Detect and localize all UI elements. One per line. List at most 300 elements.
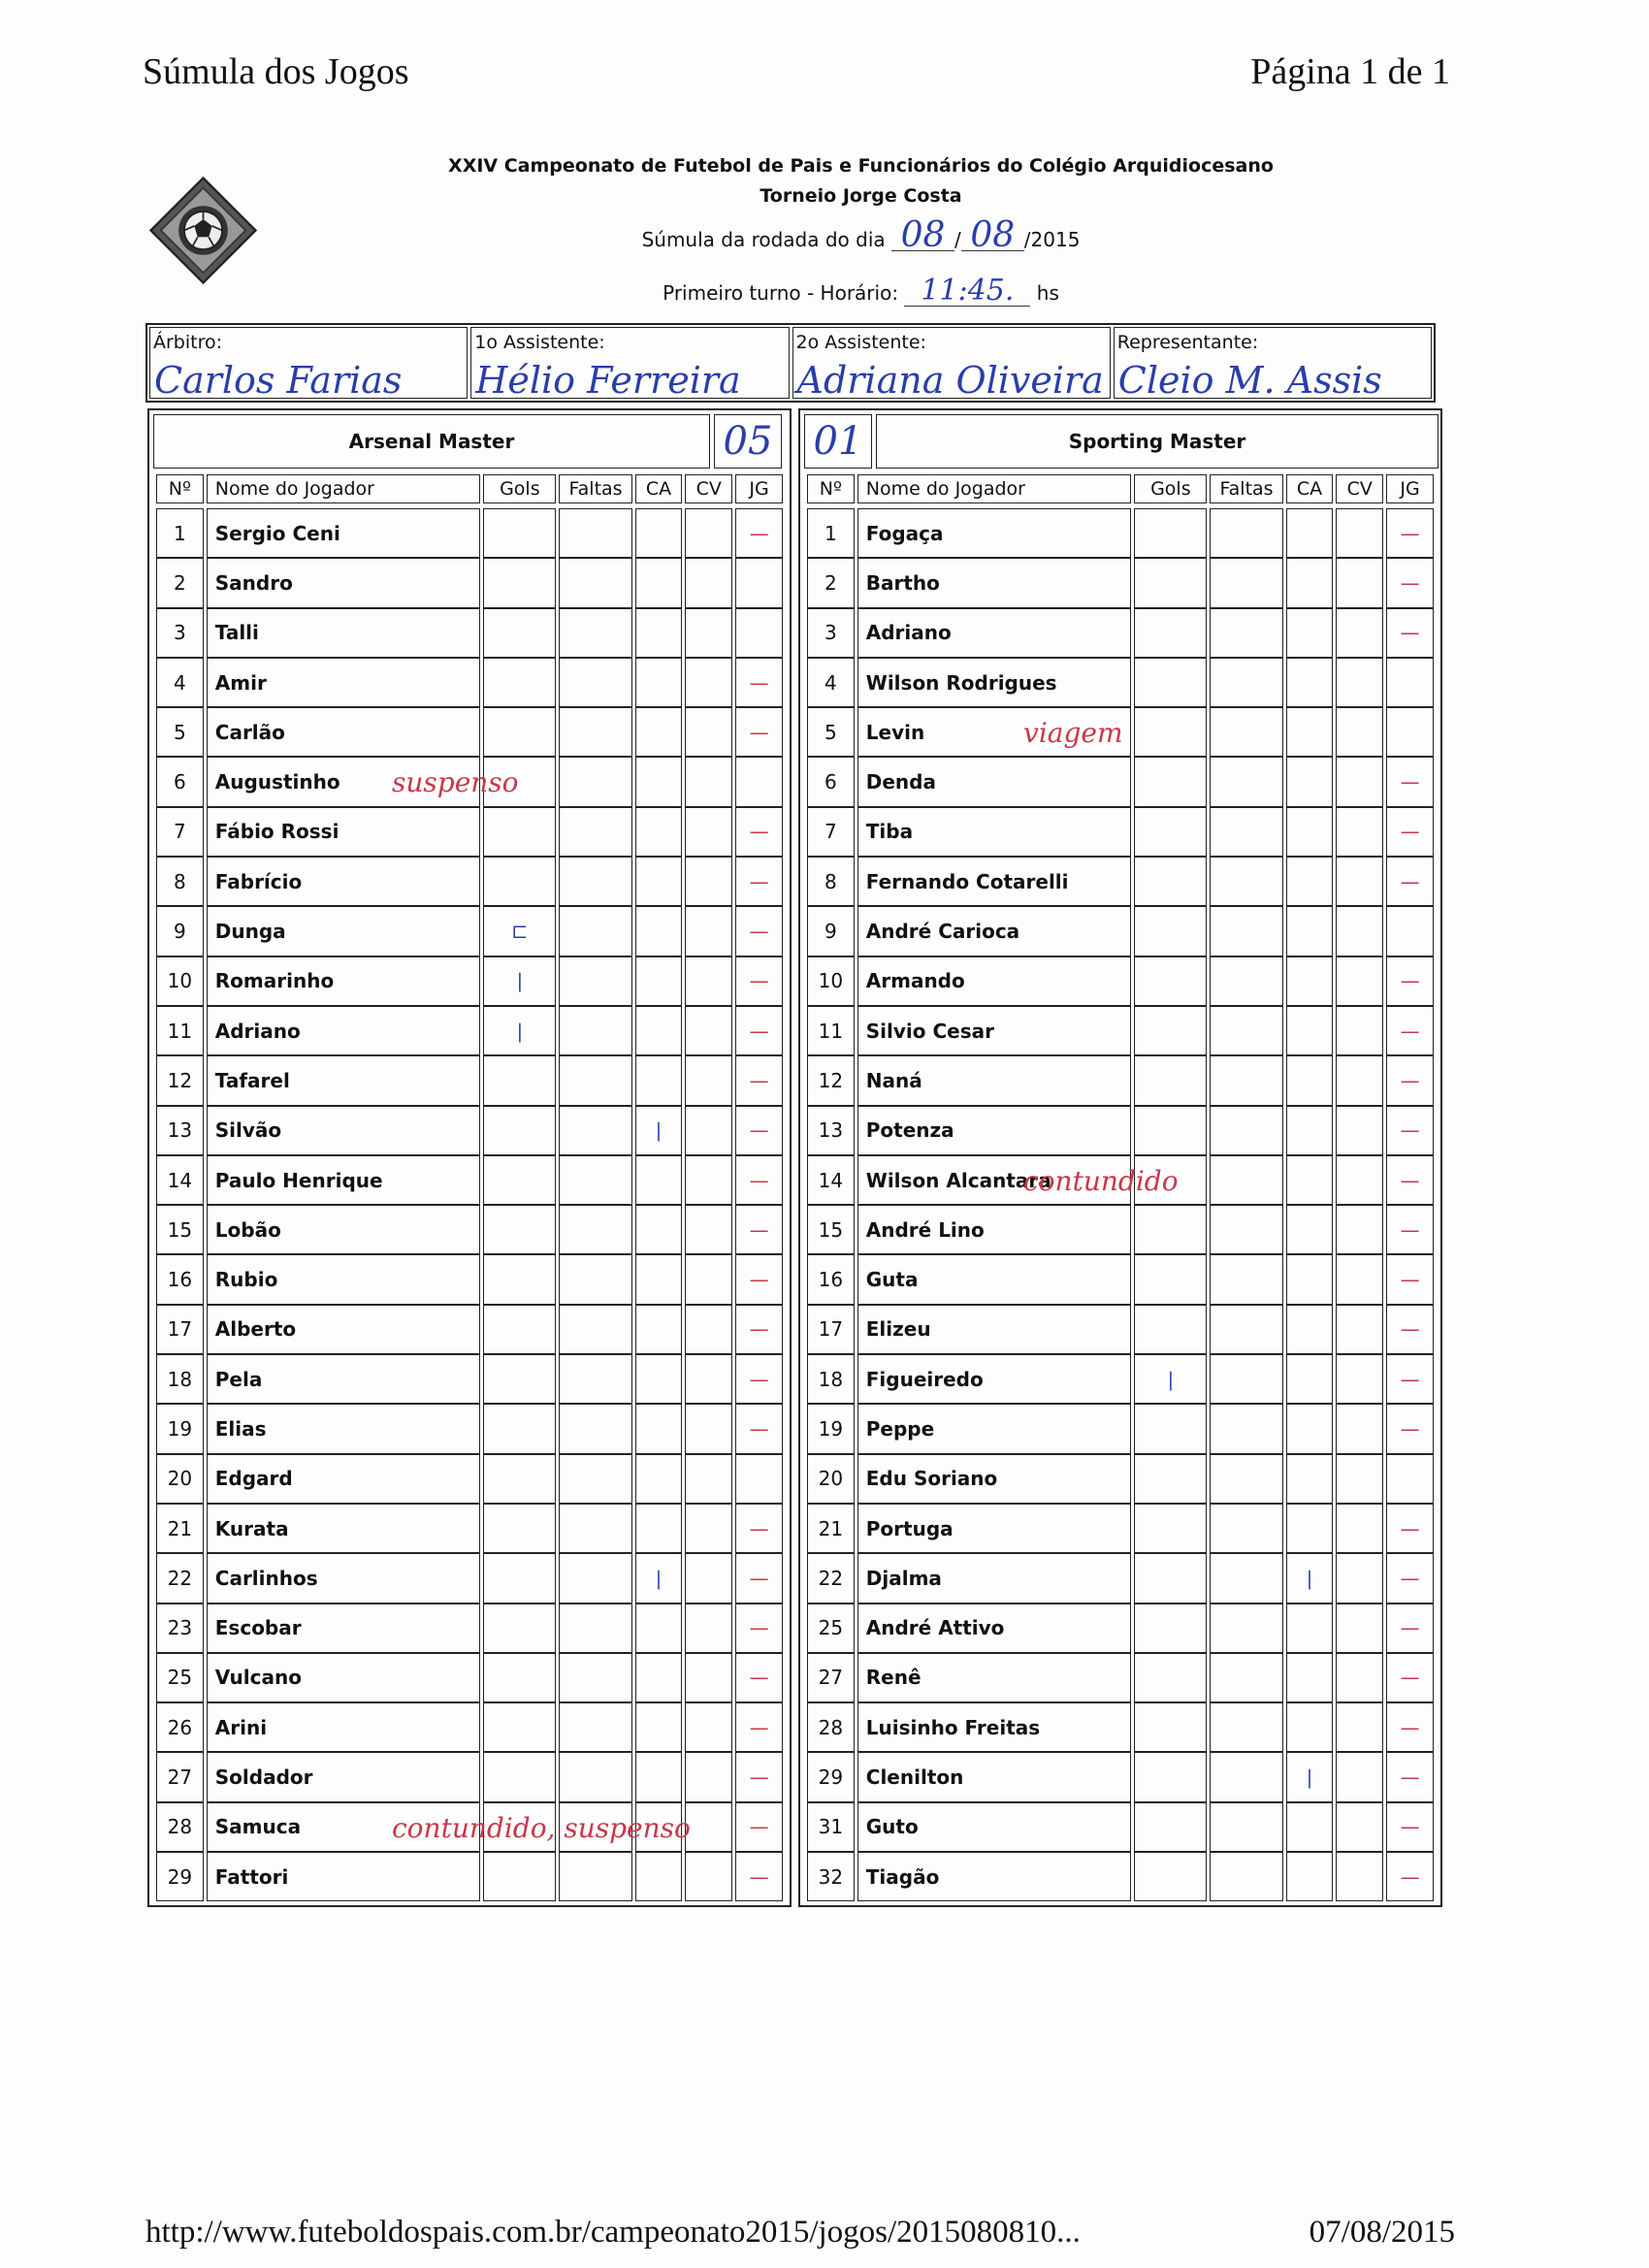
goals-cell [483,558,556,607]
goals-cell [1134,1454,1207,1504]
red-card-cell [685,906,732,956]
fouls-cell [559,1653,631,1702]
player-number: 16 [156,1254,204,1304]
column-header-faltas: Faltas [1210,474,1282,503]
table-row [156,1404,783,1453]
goals-cell [1134,658,1207,707]
goals-cell [1134,1205,1207,1254]
player-name: Edu Soriano [857,1454,1131,1504]
table-row [807,1653,1434,1702]
player-name: Figueiredo [857,1354,1131,1404]
player-name: Wilson Alcantara [857,1155,1131,1205]
column-header-no: Nº [156,474,204,503]
roster-header-row [807,474,1434,503]
representative-box [1114,327,1432,402]
yellow-card-cell [1286,1604,1334,1653]
player-name: Naná [857,1055,1131,1105]
red-card-cell [685,1852,732,1901]
goals-cell: | [483,1006,556,1055]
red-card-cell [1336,807,1383,857]
table-row [156,1155,783,1205]
played-cell: — [735,1055,783,1105]
player-number: 12 [156,1055,204,1105]
played-cell: — [1386,1305,1434,1354]
yellow-card-cell [1286,608,1334,658]
played-cell: — [735,707,783,757]
goals-cell [1134,1604,1207,1653]
player-name: Pela [207,1354,480,1404]
player-name: Luisinho Freitas [857,1702,1131,1752]
player-name: André Carioca [857,906,1131,956]
player-number: 27 [156,1752,204,1801]
played-cell: — [1386,1155,1434,1205]
red-card-cell [685,1205,732,1254]
table-row [156,1305,783,1354]
player-name: Guto [857,1802,1131,1852]
goals-cell [1134,807,1207,857]
player-name: Renê [857,1653,1131,1702]
fouls-cell [559,658,631,707]
goals-cell [1134,1106,1207,1155]
table-row [156,1254,783,1304]
column-header-gols: Gols [1134,474,1207,503]
turn-suffix: hs [1036,281,1059,305]
fouls-cell [1210,1653,1282,1702]
referee-name: Carlos Farias [154,359,403,402]
red-card-cell [1336,1106,1383,1155]
yellow-card-cell [635,1702,683,1752]
goals-cell [1134,608,1207,658]
player-number: 4 [156,658,204,707]
player-number: 25 [807,1604,855,1653]
fouls-cell [559,1752,631,1801]
player-name: Alberto [207,1305,480,1354]
played-cell: — [1386,608,1434,658]
player-name: Amir [207,658,480,707]
player-name: Elias [207,1404,480,1453]
player-name: Augustinho [207,757,480,806]
table-row [156,1205,783,1254]
table-row [807,608,1434,658]
yellow-card-cell [1286,1155,1334,1205]
goals-cell [483,1055,556,1105]
round-label: Súmula da rodada do dia [641,228,886,251]
red-card-cell [685,1752,732,1801]
goals-cell [1134,558,1207,607]
red-card-cell [1336,1155,1383,1205]
red-card-cell [1336,1354,1383,1404]
assistant2-box [792,327,1111,402]
goals-cell [483,757,556,806]
yellow-card-cell [635,906,683,956]
goals-cell [483,1354,556,1404]
red-card-cell [685,857,732,906]
player-name: Silvio Cesar [857,1006,1131,1055]
player-number: 5 [807,707,855,757]
player-name: Paulo Henrique [207,1155,480,1205]
fouls-cell [559,1106,631,1155]
played-cell: — [735,1006,783,1055]
player-name: Adriano [857,608,1131,658]
table-row [156,757,783,806]
played-cell: — [735,1802,783,1852]
handwritten-note: suspenso [392,766,519,799]
table-row [156,1454,783,1504]
player-name: Portuga [857,1504,1131,1553]
table-row [807,1752,1434,1801]
column-header-ca: CA [635,474,683,503]
handwritten-note: contundido [1023,1164,1179,1197]
fouls-cell [559,956,631,1006]
player-number: 21 [807,1504,855,1553]
goals-cell [483,1852,556,1901]
goals-cell [1134,1155,1207,1205]
yellow-card-cell [635,1752,683,1801]
yellow-card-cell [1286,1504,1334,1553]
player-name: André Lino [857,1205,1131,1254]
fouls-cell [559,1055,631,1105]
table-row [156,558,783,607]
fouls-cell [1210,1404,1282,1453]
goals-cell [1134,857,1207,906]
played-cell: — [735,1604,783,1653]
red-card-cell [685,558,732,607]
red-card-cell [685,1006,732,1055]
yellow-card-cell [1286,1702,1334,1752]
fouls-cell [1210,608,1282,658]
fouls-cell [1210,1504,1282,1553]
home-team-score: 05 [714,414,782,469]
red-card-cell [685,1504,732,1553]
player-number: 9 [156,906,204,956]
table-row [807,757,1434,806]
yellow-card-cell [1286,757,1334,806]
goals-cell [483,1404,556,1453]
yellow-card-cell [635,1802,683,1852]
assistant1-box [470,327,789,402]
red-card-cell [1336,707,1383,757]
played-cell [1386,658,1434,707]
yellow-card-cell [1286,1305,1334,1354]
goals-cell [483,807,556,857]
fouls-cell [1210,1006,1282,1055]
fouls-cell [559,1254,631,1304]
player-number: 22 [807,1553,855,1603]
player-number: 18 [807,1354,855,1404]
table-row [807,807,1434,857]
player-number: 7 [807,807,855,857]
player-number: 11 [807,1006,855,1055]
turn-time-line [320,276,1402,307]
goals-cell [1134,508,1207,558]
table-row [807,658,1434,707]
table-row [807,1404,1434,1453]
home-team-panel [147,408,792,1907]
fouls-cell [559,1504,631,1553]
table-row [156,956,783,1006]
player-number: 11 [156,1006,204,1055]
yellow-card-cell [635,757,683,806]
red-card-cell [685,1604,732,1653]
red-card-cell [685,1055,732,1105]
table-row [807,1305,1434,1354]
table-row [807,1504,1434,1553]
yellow-card-cell [635,807,683,857]
player-name: Fabrício [207,857,480,906]
table-row [807,1604,1434,1653]
played-cell [735,1454,783,1504]
fouls-cell [1210,1553,1282,1603]
played-cell: — [1386,1553,1434,1603]
red-card-cell [1336,1404,1383,1453]
turn-label: Primeiro turno - Horário: [663,281,899,305]
red-card-cell [1336,1454,1383,1504]
player-name: Fattori [207,1852,480,1901]
goals-cell [483,1802,556,1852]
player-name: Romarinho [207,956,480,1006]
player-number: 29 [156,1852,204,1901]
away-team-panel [798,408,1442,1907]
table-row [807,1852,1434,1901]
yellow-card-cell [635,956,683,1006]
assistant1-name: Hélio Ferreira [475,359,741,402]
red-card-cell [1336,1006,1383,1055]
yellow-card-cell [1286,1254,1334,1304]
played-cell: — [1386,1404,1434,1453]
played-cell: — [1386,1106,1434,1155]
player-name: Arini [207,1702,480,1752]
player-number: 19 [156,1404,204,1453]
yellow-card-cell [635,1155,683,1205]
yellow-card-cell [1286,707,1334,757]
red-card-cell [685,1404,732,1453]
column-header-name: Nome do Jogador [207,474,480,503]
yellow-card-cell [1286,857,1334,906]
player-name: Samuca [207,1802,480,1852]
column-header-jg: JG [1386,474,1434,503]
red-card-cell [1336,1055,1383,1105]
goals-cell [483,1106,556,1155]
player-name: Tiagão [857,1852,1131,1901]
red-card-cell [1336,658,1383,707]
player-number: 6 [156,757,204,806]
fouls-cell [1210,1752,1282,1801]
player-number: 7 [156,807,204,857]
fouls-cell [1210,1604,1282,1653]
table-row [156,508,783,558]
goals-cell [1134,1006,1207,1055]
played-cell: — [1386,1006,1434,1055]
yellow-card-cell [1286,1106,1334,1155]
yellow-card-cell [635,508,683,558]
played-cell [1386,906,1434,956]
footer-date: 07/08/2015 [1309,2215,1455,2250]
played-cell [735,558,783,607]
goals-cell [483,1454,556,1504]
fouls-cell [1210,956,1282,1006]
played-cell: — [735,1553,783,1603]
player-name: Kurata [207,1504,480,1553]
played-cell: — [735,1155,783,1205]
played-cell [735,757,783,806]
played-cell: — [735,1852,783,1901]
player-name: Sandro [207,558,480,607]
played-cell: — [1386,757,1434,806]
player-name: Fernando Cotarelli [857,857,1131,906]
goals-cell [1134,1305,1207,1354]
played-cell: — [1386,1852,1434,1901]
red-card-cell [1336,1553,1383,1603]
player-number: 3 [156,608,204,658]
table-row [156,1106,783,1155]
fouls-cell [559,1155,631,1205]
player-number: 5 [156,707,204,757]
column-header-no: Nº [807,474,855,503]
red-card-cell [685,1653,732,1702]
assistant2-name: Adriana Oliveira [796,359,1104,402]
fouls-cell [1210,1354,1282,1404]
yellow-card-cell [635,608,683,658]
player-number: 22 [156,1553,204,1603]
red-card-cell [685,1354,732,1404]
player-name: Rubio [207,1254,480,1304]
tournament-title: Torneio Jorge Costa [760,185,962,207]
table-row [156,658,783,707]
player-name: Tafarel [207,1055,480,1105]
table-row [807,1106,1434,1155]
goals-cell [483,658,556,707]
table-row [807,906,1434,956]
player-number: 10 [807,956,855,1006]
played-cell: — [735,906,783,956]
fouls-cell [559,1205,631,1254]
yellow-card-cell [635,1354,683,1404]
yellow-card-cell [635,1404,683,1453]
column-header-name: Nome do Jogador [857,474,1131,503]
table-row [156,1504,783,1553]
goals-cell [1134,1802,1207,1852]
player-name: Elizeu [857,1305,1131,1354]
played-cell: — [1386,956,1434,1006]
player-name: Djalma [857,1553,1131,1603]
fouls-cell [1210,1155,1282,1205]
yellow-card-cell [1286,1454,1334,1504]
yellow-card-cell [1286,1802,1334,1852]
player-number: 32 [807,1852,855,1901]
player-name: Edgard [207,1454,480,1504]
goals-cell [483,1504,556,1553]
played-cell: — [1386,1802,1434,1852]
played-cell: — [735,1205,783,1254]
roster-header-row [156,474,783,503]
goals-cell [1134,956,1207,1006]
fouls-cell [1210,807,1282,857]
table-row [807,1802,1434,1852]
table-row [156,1055,783,1105]
referee-box [149,327,468,402]
goals-cell [1134,1254,1207,1304]
table-row [156,906,783,956]
yellow-card-cell [635,1454,683,1504]
player-name: Potenza [857,1106,1131,1155]
played-cell: — [735,857,783,906]
red-card-cell [1336,857,1383,906]
red-card-cell [685,658,732,707]
player-number: 21 [156,1504,204,1553]
column-header-cv: CV [685,474,732,503]
yellow-card-cell [635,1305,683,1354]
yellow-card-cell [1286,558,1334,607]
table-row [807,707,1434,757]
goals-cell [1134,1504,1207,1553]
goals-cell [483,1155,556,1205]
yellow-card-cell: | [1286,1553,1334,1603]
red-card-cell [1336,956,1383,1006]
played-cell: — [1386,1205,1434,1254]
red-card-cell [685,956,732,1006]
played-cell: — [1386,508,1434,558]
fouls-cell [1210,558,1282,607]
goals-cell [483,508,556,558]
red-card-cell [1336,1254,1383,1304]
played-cell: — [1386,1504,1434,1553]
yellow-card-cell: | [635,1553,683,1603]
fouls-cell [559,707,631,757]
played-cell: — [735,1752,783,1801]
red-card-cell [1336,1802,1383,1852]
round-day-field: 08 [891,221,954,251]
goals-cell [1134,707,1207,757]
player-name: Silvão [207,1106,480,1155]
player-number: 28 [807,1702,855,1752]
goals-cell [483,1702,556,1752]
fouls-cell [559,1553,631,1603]
fouls-cell [1210,707,1282,757]
red-card-cell [1336,1702,1383,1752]
red-card-cell [1336,1504,1383,1553]
table-row [156,1006,783,1055]
away-team-score: 01 [804,414,872,469]
yellow-card-cell [635,1006,683,1055]
table-row [156,608,783,658]
red-card-cell [685,1702,732,1752]
red-card-cell [685,707,732,757]
played-cell: — [735,807,783,857]
player-name: Sergio Ceni [207,508,480,558]
goals-cell [1134,1553,1207,1603]
table-row [807,1155,1434,1205]
yellow-card-cell [635,1205,683,1254]
table-row [156,707,783,757]
played-cell [1386,707,1434,757]
fouls-cell [1210,1802,1282,1852]
red-card-cell [685,1155,732,1205]
red-card-cell [685,807,732,857]
round-date-line: Súmula da rodada do dia 08 / 08 /2015 [641,215,1081,255]
column-header-cv: CV [1336,474,1383,503]
championship-ball-emblem-icon [147,175,259,286]
player-number: 2 [156,558,204,607]
played-cell: — [735,1106,783,1155]
table-row [156,1653,783,1702]
red-card-cell [1336,608,1383,658]
red-card-cell [685,1106,732,1155]
representative-name: Cleio M. Assis [1117,359,1382,402]
home-team-roster [153,474,786,1901]
yellow-card-cell [635,1852,683,1901]
table-row [156,1752,783,1801]
player-number: 2 [807,558,855,607]
